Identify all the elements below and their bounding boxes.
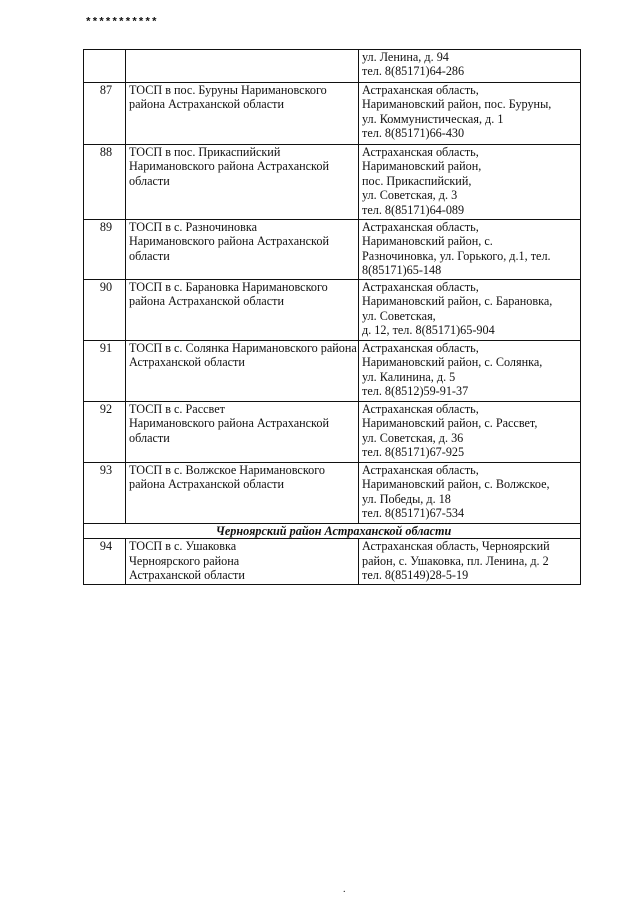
row-number: 87 — [84, 83, 126, 145]
row-number: 89 — [84, 220, 126, 280]
office-name — [126, 50, 359, 83]
table-row — [84, 280, 581, 341]
office-name: ТОСП в с. Солянка Наримановского района Астраханской области — [126, 341, 359, 402]
header-asterisks: *********** — [85, 17, 158, 29]
table-row — [84, 220, 581, 280]
table-row — [84, 463, 581, 524]
office-address: ул. Ленина, д. 94 тел. 8(85171)64-286 — [359, 50, 581, 83]
office-address: Астраханская область, Наримановский район, с. Солянка, ул. Калинина, д. 5 тел. 8(8512)59-91-37 — [359, 341, 581, 402]
office-address: Астраханская область, Наримановский район, с. Барановка, ул. Советская, д. 12, тел. 8(85171)65-904 — [359, 280, 581, 341]
section-title: Черноярский район Астраханской области — [84, 524, 581, 539]
table-row — [84, 83, 581, 145]
office-name: ТОСП в с. Ушаковка Черноярского района Астраханской области — [126, 539, 359, 585]
section-header-row — [84, 524, 581, 539]
office-address: Астраханская область, Наримановский район, с. Волжское, ул. Победы, д. 18 тел. 8(85171)67-534 — [359, 463, 581, 524]
table-row — [84, 539, 581, 585]
row-number — [84, 50, 126, 83]
table-row — [84, 402, 581, 463]
office-name: ТОСП в пос. Буруны Наримановского района Астраханской области — [126, 83, 359, 145]
office-name: ТОСП в с. Барановка Наримановского района Астраханской области — [126, 280, 359, 341]
row-number: 91 — [84, 341, 126, 402]
office-address: Астраханская область, Наримановский район, с. Разночиновка, ул. Горького, д.1, тел. 8(85171)65-148 — [359, 220, 581, 280]
office-address: Астраханская область, Наримановский район, пос. Прикаспийский, ул. Советская, д. 3 тел. 8(85171)64-089 — [359, 145, 581, 220]
office-address: Астраханская область, Наримановский район, пос. Буруны, ул. Коммунистическая, д. 1 тел. 8(85171)66-430 — [359, 83, 581, 145]
office-name: ТОСП в пос. Прикаспийский Наримановского района Астраханской области — [126, 145, 359, 220]
office-address: Астраханская область, Наримановский район, с. Рассвет, ул. Советская, д. 36 тел. 8(85171)67-925 — [359, 402, 581, 463]
row-number: 94 — [84, 539, 126, 585]
office-name: ТОСП в с. Разночиновка Наримановского района Астраханской области — [126, 220, 359, 280]
table-row — [84, 50, 581, 83]
offices-table — [83, 49, 581, 585]
scan-speck: . — [343, 884, 346, 895]
office-address: Астраханская область, Черноярский район, с. Ушаковка, пл. Ленина, д. 2 тел. 8(85149)28-5-19 — [359, 539, 581, 585]
row-number: 88 — [84, 145, 126, 220]
office-name: ТОСП в с. Волжское Наримановского района Астраханской области — [126, 463, 359, 524]
row-number: 92 — [84, 402, 126, 463]
row-number: 90 — [84, 280, 126, 341]
office-name: ТОСП в с. Рассвет Наримановского района Астраханской области — [126, 402, 359, 463]
row-number: 93 — [84, 463, 126, 524]
table-row — [84, 145, 581, 220]
table-row — [84, 341, 581, 402]
